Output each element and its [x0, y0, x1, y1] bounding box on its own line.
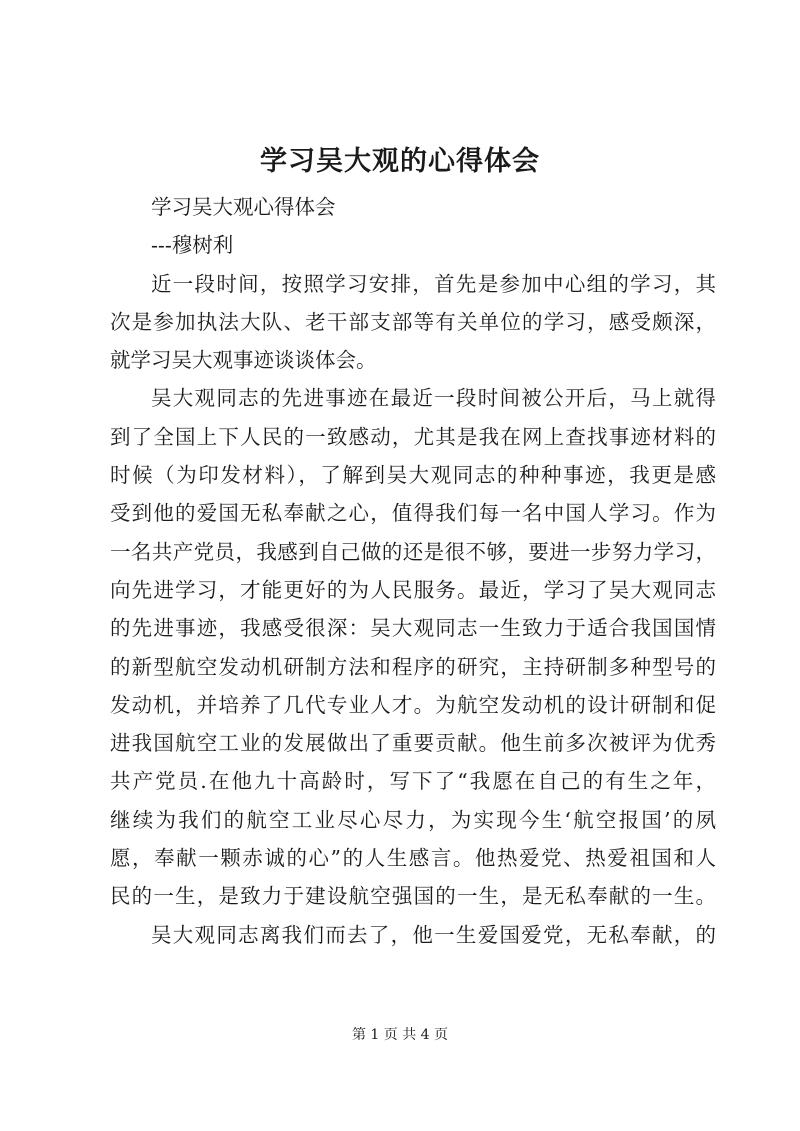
paragraph-line: 进我国航空工业的发展做出了重要贡献。他生前多次被评为优秀: [110, 731, 716, 756]
paragraph-line: 民的一生，是致力于建设航空强国的一生，是无私奉献的一生。: [110, 884, 716, 909]
paragraph-line: 一名共产党员，我感到自己做的还是很不够，要进一步努力学习，: [110, 539, 716, 564]
paragraph-line: 近一段时间，按照学习安排，首先是参加中心组的学习，其: [151, 271, 716, 296]
paragraph-line: 吴大观同志离我们而去了，他一生爱国爱党，无私奉献，的: [151, 922, 716, 947]
paragraph-line: 发动机，并培养了几代专业人才。为航空发动机的设计研制和促: [110, 692, 716, 717]
paragraph-line: 到了全国上下人民的一致感动，尤其是我在网上查找事迹材料的: [110, 424, 716, 449]
paragraph-line: 受到他的爱国无私奉献之心，值得我们每一名中国人学习。作为: [110, 501, 716, 526]
document-body: [110, 188, 716, 954]
subtitle-line: 学习吴大观心得体会: [151, 195, 336, 219]
paragraph-line: 的先进事迹，我感受很深：吴大观同志一生致力于适合我国国情: [110, 616, 716, 641]
paragraph-line: 次是参加执法大队、老干部支部等有关单位的学习，感受颇深，: [110, 309, 716, 334]
paragraph-line: 吴大观同志的先进事迹在最近一段时间被公开后，马上就得: [151, 386, 716, 411]
paragraph-line: 愿，奉献一颗赤诚的心”的人生感言。他热爱党、热爱祖国和人: [110, 846, 716, 871]
paragraph-line: 的新型航空发动机研制方法和程序的研究，主持研制多种型号的: [110, 654, 716, 679]
paragraph-line: 继续为我们的航空工业尽心尽力，为实现今生‘航空报国’的夙: [110, 807, 716, 832]
document-title: 学习吴大观的心得体会: [260, 146, 540, 177]
paragraph-line: 共产党员.在他九十高龄时，写下了“我愿在自己的有生之年，: [110, 769, 716, 794]
paragraph-line: 向先进学习，才能更好的为人民服务。最近，学习了吴大观同志: [110, 577, 716, 602]
page-number-footer: 第 1 页 共 4 页: [351, 1027, 449, 1043]
author-line: ---穆树利: [151, 233, 234, 258]
paragraph-line: 时候（为印发材料），了解到吴大观同志的种种事迹，我更是感: [110, 463, 716, 488]
paragraph-line: 就学习吴大观事迹谈谈体会。: [110, 348, 377, 373]
